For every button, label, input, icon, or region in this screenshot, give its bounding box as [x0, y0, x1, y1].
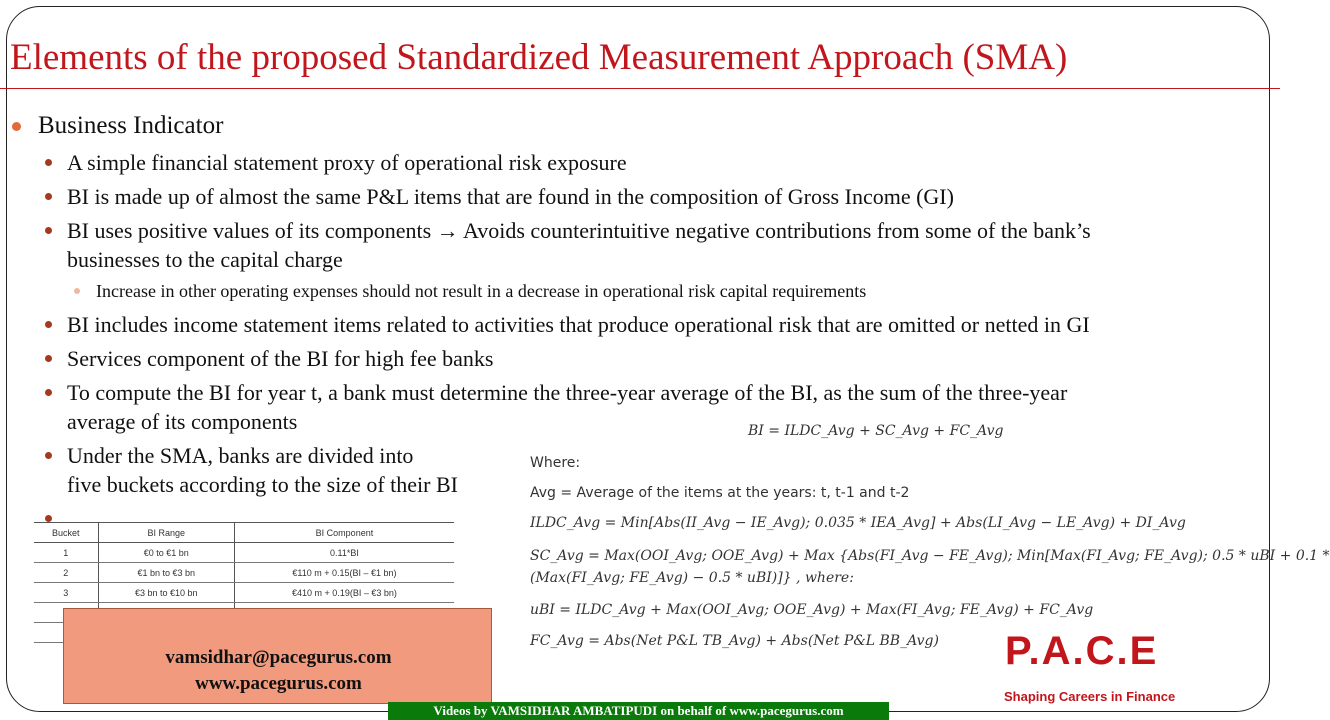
table-cell: 1 [34, 543, 98, 563]
table-cell: €110 m + 0.15(BI – €1 bn) [234, 563, 454, 583]
column-header: Bucket [34, 523, 98, 543]
formula-ildc: ILDC_Avg = Min[Abs(II_Avg − IE_Avg); 0.035 * IEA_Avg] + Abs(LI_Avg − LE_Avg) + DI_Avg [530, 515, 1186, 531]
contact-box [63, 608, 492, 704]
sub-bullet-continuation: five buckets according to the size of their BI [67, 472, 458, 497]
table-header-row [34, 523, 454, 543]
contact-website[interactable]: www.pacegurus.com [195, 673, 362, 694]
table-cell: €3 bn to €10 bn [98, 583, 234, 603]
formula-fc: FC_Avg = Abs(Net P&L TB_Avg) + Abs(Net P&L BB_Avg) [530, 633, 939, 649]
table-cell: €1 bn to €3 bn [98, 563, 234, 583]
table-row [34, 583, 454, 603]
bullet-icon [45, 227, 52, 234]
column-header: BI Range [98, 523, 234, 543]
bullet-icon [45, 159, 52, 166]
sub-bullet: Under the SMA, banks are divided into [67, 443, 414, 468]
bullet-icon [12, 122, 21, 131]
pace-logo [1005, 629, 1195, 679]
sub-bullet: Services component of the BI for high fee banks [67, 346, 494, 371]
sub-bullet: A simple financial statement proxy of operational risk exposure [67, 150, 627, 175]
title-divider [0, 88, 1280, 89]
main-bullet: Business Indicator [38, 112, 224, 139]
sub-bullet: BI includes income statement items related to activities that produce operational risk that are omitted or netted in GI [67, 312, 1090, 337]
table-cell: 0.11*BI [234, 543, 454, 563]
formula-panel [520, 415, 1330, 660]
sub-bullet: BI is made up of almost the same P&L items that are found in the composition of Gross Income (GI) [67, 184, 954, 209]
bullet-icon [74, 288, 80, 294]
formula-ubi: uBI = ILDC_Avg + Max(OOI_Avg; OOE_Avg) + Max(FI_Avg; FE_Avg) + FC_Avg [530, 602, 1094, 618]
table-cell: 2 [34, 563, 98, 583]
bullet-icon [45, 355, 52, 362]
footer-banner: Videos by VAMSIDHAR AMBATIPUDI on behalf of www.pacegurus.com [388, 702, 889, 720]
slide-title: Elements of the proposed Standardized Measurement Approach (SMA) [10, 37, 1068, 78]
column-header: BI Component [234, 523, 454, 543]
sub-sub-bullet: Increase in other operating expenses should not result in a decrease in operational risk capital requirements [96, 281, 867, 301]
sub-bullet-continuation: businesses to the capital charge [67, 247, 343, 272]
formula-sc-line-1: SC_Avg = Max(OOI_Avg; OOE_Avg) + Max {Abs(FI_Avg − FE_Avg); Min[Max(FI_Avg; FE_Avg); 0.5 * uBI + 0.1 * [530, 548, 1330, 564]
sub-bullet: To compute the BI for year t, a bank must determine the three-year average of the BI, as the sum of the three-year [67, 380, 1068, 405]
table-cell: €0 to €1 bn [98, 543, 234, 563]
formula-bi: BI = ILDC_Avg + SC_Avg + FC_Avg [748, 423, 1004, 439]
table-row [34, 563, 454, 583]
formula-sc-line-2: (Max(FI_Avg; FE_Avg) − 0.5 * uBI)]} , where: [530, 570, 854, 586]
bullet-icon [45, 389, 52, 396]
logo-text: P.A.C.E [1005, 629, 1159, 673]
logo-tagline: Shaping Careers in Finance [1004, 689, 1176, 704]
bullet-icon [45, 515, 52, 522]
sub-bullet: BI uses positive values of its components → Avoids counterintuitive negative contributions from some of the bank’s [67, 218, 1091, 243]
contact-email[interactable]: vamsidhar@pacegurus.com [165, 647, 392, 668]
bullet-icon [45, 193, 52, 200]
table-cell: 3 [34, 583, 98, 603]
formula-avg: Avg = Average of the items at the years: t, t-1 and t-2 [530, 485, 910, 501]
bullet-icon [45, 321, 52, 328]
table-cell: €410 m + 0.19(BI – €3 bn) [234, 583, 454, 603]
sub-bullet-continuation: average of its components [67, 409, 298, 434]
bullet-icon [45, 452, 52, 459]
formula-where: Where: [530, 455, 581, 471]
table-row [34, 543, 454, 563]
